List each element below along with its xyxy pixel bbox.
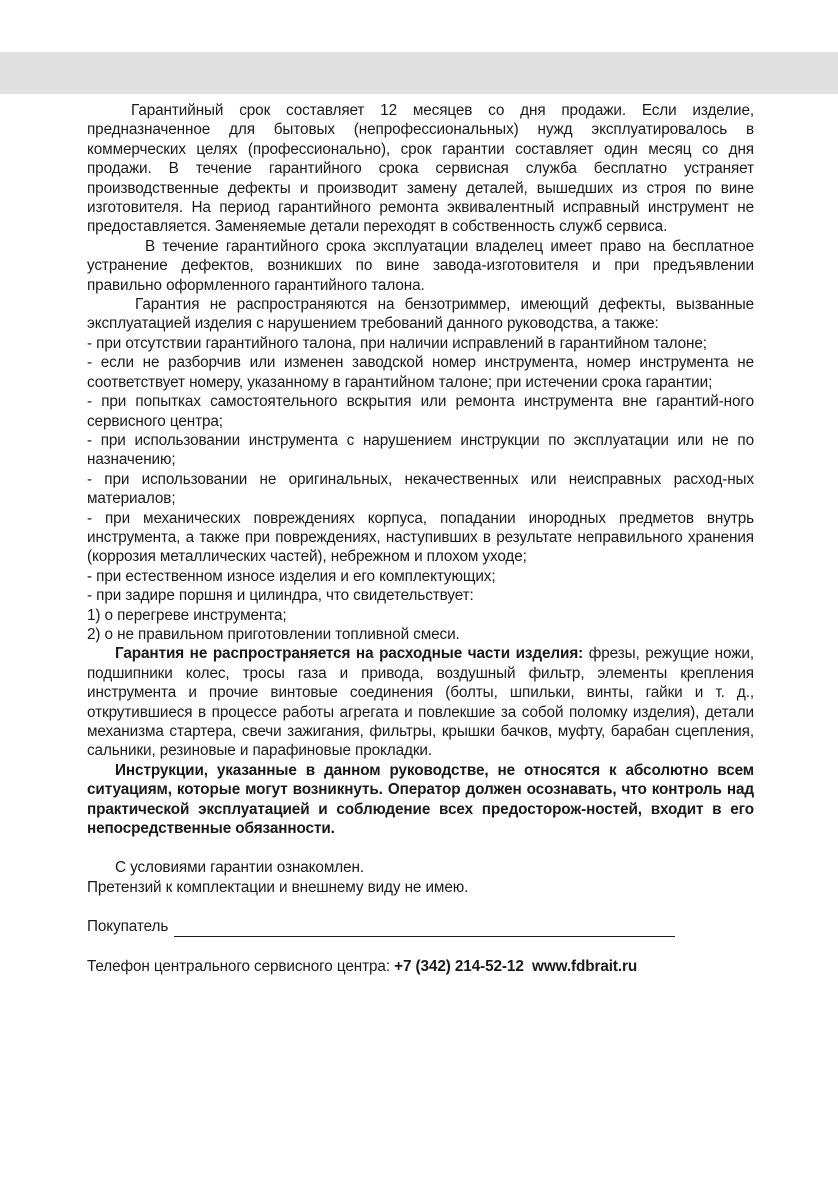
- list-item: - при попытках самостоятельного вскрытия или ремонта инструмента вне гарантий-ного сервисного центра;: [87, 393, 754, 430]
- warranty-text: [87, 101, 754, 976]
- acknowledgement-line-2: Претензий к комплектации и внешнему виду не имею.: [87, 878, 469, 896]
- buyer-signature-row: [87, 917, 754, 936]
- list-item: - если не разборчив или изменен заводской номер инструмента, номер инструмента не соответствует номеру, указанному в гарантийном талоне; при истечении срока гарантии;: [87, 354, 754, 391]
- instructions-warning: Инструкции, указанные в данном руководстве, не относятся к абсолютно всем ситуациям, которые могут возникнуть. Оператор должен осознавать, что контроль над практической эксплуатацией и соблюдение всех предосторож-ностей, входит в его непосредственные обязанности.: [87, 761, 754, 838]
- website-link[interactable]: www.fdbrait.ru: [532, 957, 638, 975]
- buyer-signature-field[interactable]: [174, 921, 675, 937]
- spacer: [87, 937, 754, 957]
- exclusion-list: [87, 334, 754, 645]
- list-item: 1) о перегреве инструмента;: [87, 606, 287, 624]
- owner-rights-paragraph: В течение гарантийного срока эксплуатации владелец имеет право на бесплатное устранение дефектов, возникших по вине завода-изготовителя и при предъявлении правильно оформленного гарантийного талона.: [87, 237, 754, 294]
- list-item: - при использовании инструмента с нарушением инструкции по эксплуатации или не по назначению;: [87, 431, 754, 469]
- warranty-term-paragraph: Гарантийный срок составляет 12 месяцев со дня продажи. Если изделие, предназначенное для бытовых (непрофессиональных) нужд эксплуатировалось в коммерческих целях (профессионально), срок гарантии составляет один месяц со дня продажи. В течение гарантийного срока сервисная служба бесплатно устраняет производственные дефекты и производит замену деталей, вышедших из строя по вине изготовителя. На период гарантийного ремонта эквивалентный исправный инструмент не предоставляется. Заменяемые детали переходят в собственность служб сервиса.: [87, 102, 754, 236]
- buyer-label: Покупатель: [87, 918, 169, 936]
- acknowledgement-line-1: С условиями гарантии ознакомлен.: [115, 859, 364, 877]
- consumables-heading: Гарантия не распространяется на расходные части изделия:: [115, 645, 584, 663]
- list-item: - при задире поршня и цилиндра, что свидетельствует:: [87, 587, 474, 605]
- list-item: 2) о не правильном приготовлении топливной смеси.: [87, 625, 460, 643]
- list-item: - при отсутствии гарантийного талона, при наличии исправлений в гарантийном талоне;: [87, 334, 707, 352]
- warranty-exclusions-paragraph: Гарантия не распространяются на бензотриммер, имеющий дефекты, вызванные эксплуатацией изделия с нарушением требований данного руководства, а также:: [87, 296, 754, 333]
- service-phone: +7 (342) 214-52-12: [394, 957, 524, 975]
- consumables-paragraph: [87, 644, 754, 760]
- contact-line: [87, 957, 754, 976]
- consumables-list: фрезы, режущие ножи, подшипники колес, тросы газа и привода, воздушный фильтр, элементы крепления инструмента и прочие винтовые соединения (болты, шпильки, винты, гайки и т. д., открутившиеся в процессе работы агрегата и повлекшие за собой поломку изделия), детали механизма стартера, свечи зажигания, фильтры, крышки бачков, муфту, барабан сцепления, сальники, резиновые и парафиновые прокладки.: [87, 645, 754, 760]
- list-item: - при механических повреждениях корпуса, попадании инородных предметов внутрь инструмента, а также при повреждениях, наступивших в результате неправильного хранения (коррозия металлических частей), небрежном и плохом уходе;: [87, 509, 754, 566]
- contact-label: Телефон центрального сервисного центра:: [87, 957, 395, 975]
- list-item: - при естественном износе изделия и его комплектующих;: [87, 567, 496, 585]
- list-item: - при использовании не оригинальных, некачественных или неисправных расход-ных материалов;: [87, 470, 754, 508]
- spacer: [87, 838, 754, 858]
- header-bar: [0, 52, 838, 94]
- spacer: [87, 897, 754, 917]
